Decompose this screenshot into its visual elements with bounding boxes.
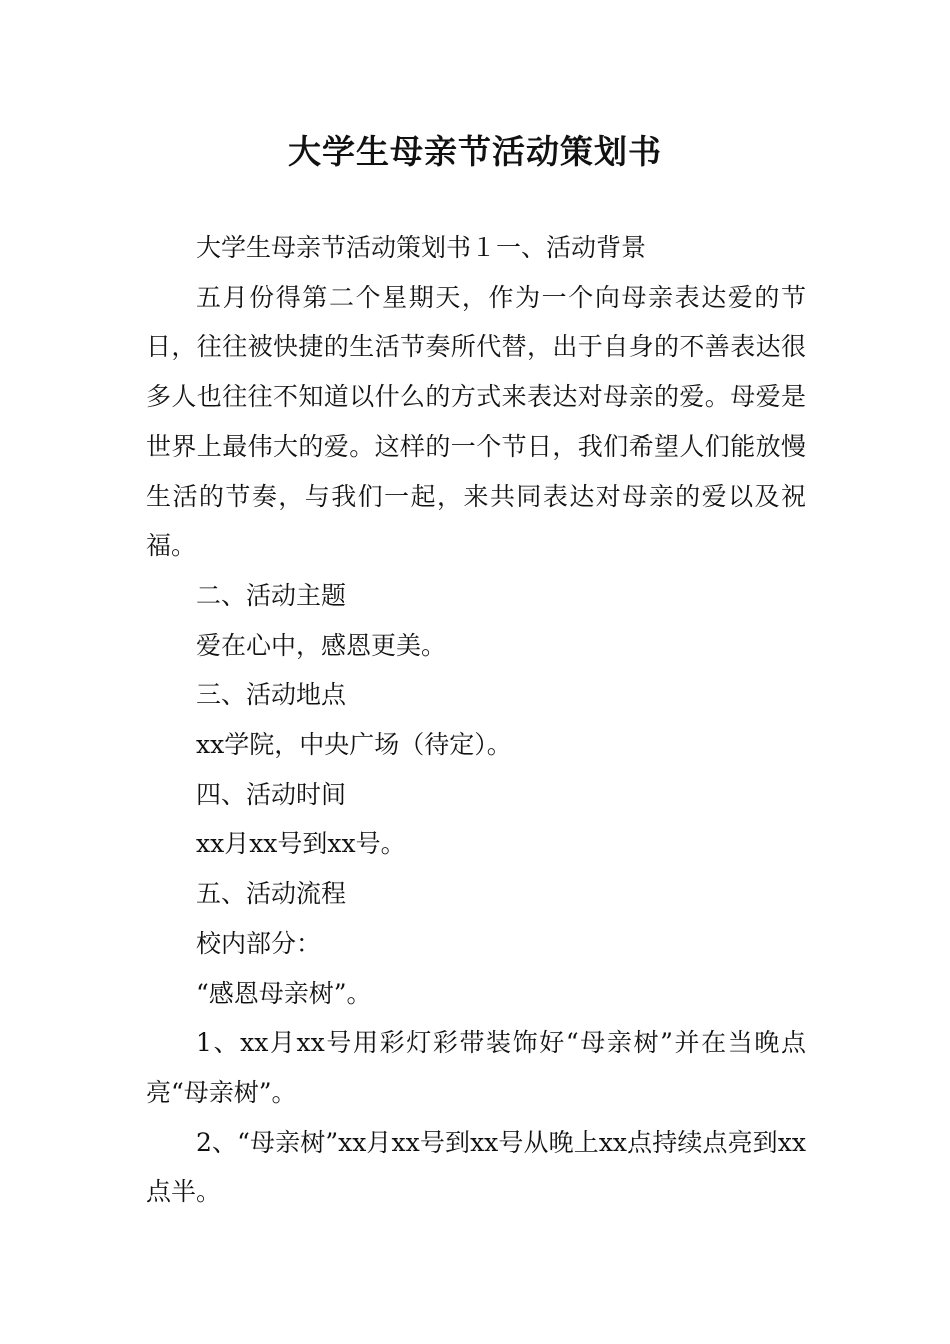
document-body: [146, 223, 806, 1217]
paragraph-step-1: 1、xx月xx号用彩灯彩带装饰好“母亲树”并在当晚点亮“母亲树”。: [146, 1028, 806, 1107]
paragraph-heading-process: 五、活动流程: [196, 879, 347, 909]
paragraph-heading-background: 大学生母亲节活动策划书１一、活动背景: [196, 233, 647, 262]
paragraph-location-text: xx学院，中央广场（待定）。: [196, 730, 512, 760]
paragraph-mother-tree: “感恩母亲树”。: [196, 978, 372, 1008]
paragraph-time-text: xx月xx号到xx号。: [196, 829, 406, 859]
paragraph-step-2: 2、“母亲树”xx月xx号到xx号从晚上xx点持续点亮到xx点半。: [146, 1127, 806, 1207]
paragraph-background-text: 五月份得第二个星期天，作为一个向母亲表达爱的节日，往往被快捷的生活节奏所代替，出于自身的不善表达很多人也往往不知道以什么的方式来表达对母亲的爱。母爱是世界上最伟大的爱。这样的一个节日，我们希望人们能放慢生活的节奏，与我们一起，来共同表达对母亲的爱以及祝福。: [146, 282, 806, 561]
paragraph-heading-theme: 二、活动主题: [196, 580, 347, 610]
paragraph-heading-location: 三、活动地点: [196, 680, 347, 710]
document-title: 大学生母亲节活动策划书: [288, 132, 662, 171]
paragraph-theme-text: 爱在心中，感恩更美。: [196, 630, 447, 660]
paragraph-campus-part: 校内部分：: [196, 928, 322, 958]
paragraph-heading-time: 四、活动时间: [196, 779, 347, 809]
